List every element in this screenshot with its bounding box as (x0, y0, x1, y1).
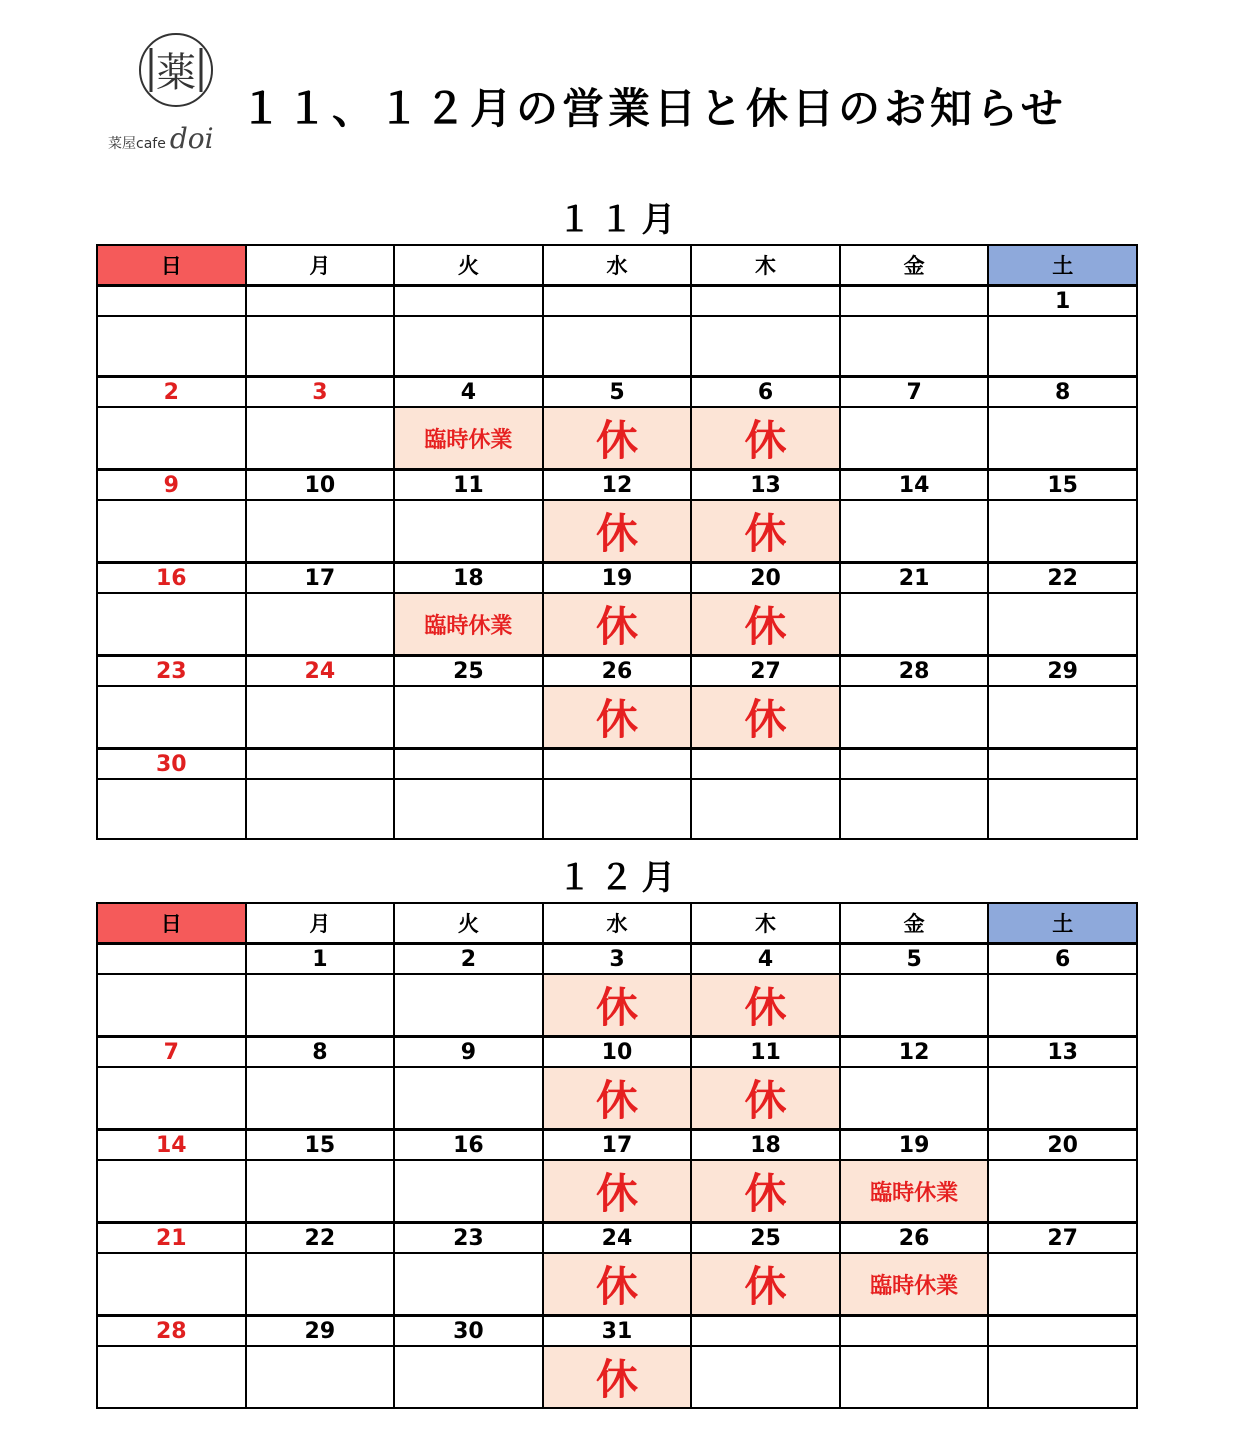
day-number (97, 286, 246, 317)
cafe-logo (108, 30, 243, 155)
day-number: 11 (394, 470, 543, 501)
day-status: 臨時休業 (394, 407, 543, 470)
day-status (988, 686, 1137, 749)
day-status (394, 500, 543, 563)
day-number: 20 (988, 1130, 1137, 1161)
day-status (246, 1067, 395, 1130)
day-status (840, 1346, 989, 1408)
page-title: １１、１２月の営業日と休日のお知らせ (240, 84, 1067, 133)
weekday-header: 日 (97, 903, 246, 944)
weekday-header: 土 (988, 903, 1137, 944)
date-row (97, 377, 1137, 408)
day-number: 6 (691, 377, 840, 408)
day-number (691, 749, 840, 780)
day-number: 2 (394, 944, 543, 975)
day-status (988, 1160, 1137, 1223)
weekday-header: 木 (691, 245, 840, 286)
day-number: 19 (840, 1130, 989, 1161)
day-number: 21 (97, 1223, 246, 1254)
status-row (97, 500, 1137, 563)
day-number: 27 (988, 1223, 1137, 1254)
day-number (840, 749, 989, 780)
day-number (988, 1316, 1137, 1347)
day-number: 29 (988, 656, 1137, 687)
day-number (840, 1316, 989, 1347)
day-status (246, 686, 395, 749)
status-row (97, 1067, 1137, 1130)
day-number: 25 (691, 1223, 840, 1254)
day-status (840, 593, 989, 656)
status-row (97, 407, 1137, 470)
day-status: 休 (543, 593, 692, 656)
day-status: 臨時休業 (394, 593, 543, 656)
day-number: 10 (246, 470, 395, 501)
day-status (97, 686, 246, 749)
day-number: 16 (394, 1130, 543, 1161)
day-number: 22 (246, 1223, 395, 1254)
day-number: 3 (543, 944, 692, 975)
day-number (394, 749, 543, 780)
day-status (691, 1346, 840, 1408)
day-status (840, 316, 989, 377)
weekday-header: 火 (394, 903, 543, 944)
day-status (394, 316, 543, 377)
day-number: 18 (691, 1130, 840, 1161)
day-number: 7 (97, 1037, 246, 1068)
day-number (988, 749, 1137, 780)
day-status (988, 1253, 1137, 1316)
date-row (97, 1130, 1137, 1161)
weekday-header: 木 (691, 903, 840, 944)
day-status: 休 (543, 1160, 692, 1223)
date-row (97, 749, 1137, 780)
day-number: 9 (97, 470, 246, 501)
day-status (840, 1067, 989, 1130)
day-status (97, 1346, 246, 1408)
day-number: 10 (543, 1037, 692, 1068)
day-status (988, 593, 1137, 656)
status-row (97, 316, 1137, 377)
weekday-header-row (97, 245, 1137, 286)
status-row (97, 1253, 1137, 1316)
november-calendar (96, 244, 1138, 840)
day-status (97, 407, 246, 470)
day-number: 1 (988, 286, 1137, 317)
status-row (97, 1346, 1137, 1408)
day-number: 21 (840, 563, 989, 594)
day-status (394, 686, 543, 749)
day-number: 6 (988, 944, 1137, 975)
day-number (97, 944, 246, 975)
day-number: 20 (691, 563, 840, 594)
day-status (988, 1346, 1137, 1408)
day-status (988, 316, 1137, 377)
day-status (97, 593, 246, 656)
november-title: １１月 (557, 200, 684, 240)
day-number (543, 749, 692, 780)
day-number: 19 (543, 563, 692, 594)
day-number (543, 286, 692, 317)
day-number (246, 286, 395, 317)
day-number: 3 (246, 377, 395, 408)
day-status (394, 1160, 543, 1223)
day-status: 休 (691, 1160, 840, 1223)
day-status: 休 (691, 500, 840, 563)
day-status (97, 779, 246, 839)
day-status (394, 974, 543, 1037)
day-number: 14 (97, 1130, 246, 1161)
weekday-header: 火 (394, 245, 543, 286)
day-number: 13 (691, 470, 840, 501)
day-status: 休 (543, 1346, 692, 1408)
day-number: 23 (97, 656, 246, 687)
day-number: 18 (394, 563, 543, 594)
status-row (97, 779, 1137, 839)
date-row (97, 470, 1137, 501)
december-calendar (96, 902, 1138, 1409)
day-status: 休 (543, 500, 692, 563)
date-row (97, 1316, 1137, 1347)
day-number: 12 (543, 470, 692, 501)
day-status (246, 593, 395, 656)
day-number: 25 (394, 656, 543, 687)
day-number: 17 (246, 563, 395, 594)
day-number: 16 (97, 563, 246, 594)
day-status: 休 (543, 1253, 692, 1316)
day-status (97, 1067, 246, 1130)
day-status (543, 779, 692, 839)
day-status (246, 500, 395, 563)
day-number: 31 (543, 1316, 692, 1347)
day-number: 5 (840, 944, 989, 975)
day-status (840, 686, 989, 749)
day-number: 24 (543, 1223, 692, 1254)
day-status: 休 (691, 407, 840, 470)
day-status (840, 779, 989, 839)
day-number: 15 (246, 1130, 395, 1161)
day-number: 28 (97, 1316, 246, 1347)
day-number: 13 (988, 1037, 1137, 1068)
day-status (97, 1160, 246, 1223)
day-status (394, 779, 543, 839)
status-row (97, 974, 1137, 1037)
day-status: 休 (691, 974, 840, 1037)
weekday-header: 金 (840, 903, 989, 944)
logo-script-text: doi (169, 122, 214, 155)
day-status (394, 1346, 543, 1408)
day-number: 22 (988, 563, 1137, 594)
day-status (97, 500, 246, 563)
day-number: 15 (988, 470, 1137, 501)
day-number (840, 286, 989, 317)
day-status (543, 316, 692, 377)
day-number: 7 (840, 377, 989, 408)
december-title: １２月 (557, 858, 684, 898)
weekday-header: 月 (246, 245, 395, 286)
day-status (394, 1253, 543, 1316)
day-status (988, 1067, 1137, 1130)
day-number: 24 (246, 656, 395, 687)
day-status (246, 974, 395, 1037)
day-number: 9 (394, 1037, 543, 1068)
day-status (840, 974, 989, 1037)
day-number (691, 286, 840, 317)
day-number: 29 (246, 1316, 395, 1347)
day-status: 休 (543, 686, 692, 749)
day-number: 8 (246, 1037, 395, 1068)
day-number: 11 (691, 1037, 840, 1068)
day-number: 27 (691, 656, 840, 687)
day-status: 休 (691, 1253, 840, 1316)
day-status (988, 407, 1137, 470)
date-row (97, 563, 1137, 594)
day-number: 17 (543, 1130, 692, 1161)
weekday-header-row (97, 903, 1137, 944)
day-status (246, 1160, 395, 1223)
weekday-header: 水 (543, 245, 692, 286)
day-status (988, 500, 1137, 563)
date-row (97, 944, 1137, 975)
weekday-header: 水 (543, 903, 692, 944)
day-number: 28 (840, 656, 989, 687)
status-row (97, 593, 1137, 656)
day-status (691, 779, 840, 839)
day-number: 2 (97, 377, 246, 408)
day-status (246, 407, 395, 470)
weekday-header: 月 (246, 903, 395, 944)
day-status (691, 316, 840, 377)
logo-emblem-icon (136, 30, 216, 110)
day-status (394, 1067, 543, 1130)
date-row (97, 1223, 1137, 1254)
day-status (246, 316, 395, 377)
day-status (97, 316, 246, 377)
day-number: 12 (840, 1037, 989, 1068)
day-status: 臨時休業 (840, 1160, 989, 1223)
day-status: 休 (543, 407, 692, 470)
day-status: 休 (691, 593, 840, 656)
logo-small-text: 菜屋cafe (108, 136, 166, 152)
day-number (691, 1316, 840, 1347)
day-status: 休 (691, 1067, 840, 1130)
date-row (97, 286, 1137, 317)
day-status (988, 974, 1137, 1037)
day-number: 4 (394, 377, 543, 408)
day-status (246, 1253, 395, 1316)
day-number: 23 (394, 1223, 543, 1254)
day-status: 休 (691, 686, 840, 749)
day-number: 30 (97, 749, 246, 780)
day-number: 26 (543, 656, 692, 687)
day-status (840, 407, 989, 470)
day-number: 4 (691, 944, 840, 975)
weekday-header: 金 (840, 245, 989, 286)
day-status (97, 974, 246, 1037)
day-status (246, 779, 395, 839)
weekday-header: 日 (97, 245, 246, 286)
day-number (246, 749, 395, 780)
day-status (246, 1346, 395, 1408)
day-status (840, 500, 989, 563)
status-row (97, 686, 1137, 749)
day-number: 26 (840, 1223, 989, 1254)
weekday-header: 土 (988, 245, 1137, 286)
day-status: 臨時休業 (840, 1253, 989, 1316)
day-number: 5 (543, 377, 692, 408)
day-number: 8 (988, 377, 1137, 408)
day-status (97, 1253, 246, 1316)
logo-emblem-char: 薬 (156, 50, 196, 96)
status-row (97, 1160, 1137, 1223)
day-status: 休 (543, 1067, 692, 1130)
day-number: 14 (840, 470, 989, 501)
day-status (988, 779, 1137, 839)
day-number: 1 (246, 944, 395, 975)
day-number (394, 286, 543, 317)
date-row (97, 1037, 1137, 1068)
day-status: 休 (543, 974, 692, 1037)
date-row (97, 656, 1137, 687)
day-number: 30 (394, 1316, 543, 1347)
